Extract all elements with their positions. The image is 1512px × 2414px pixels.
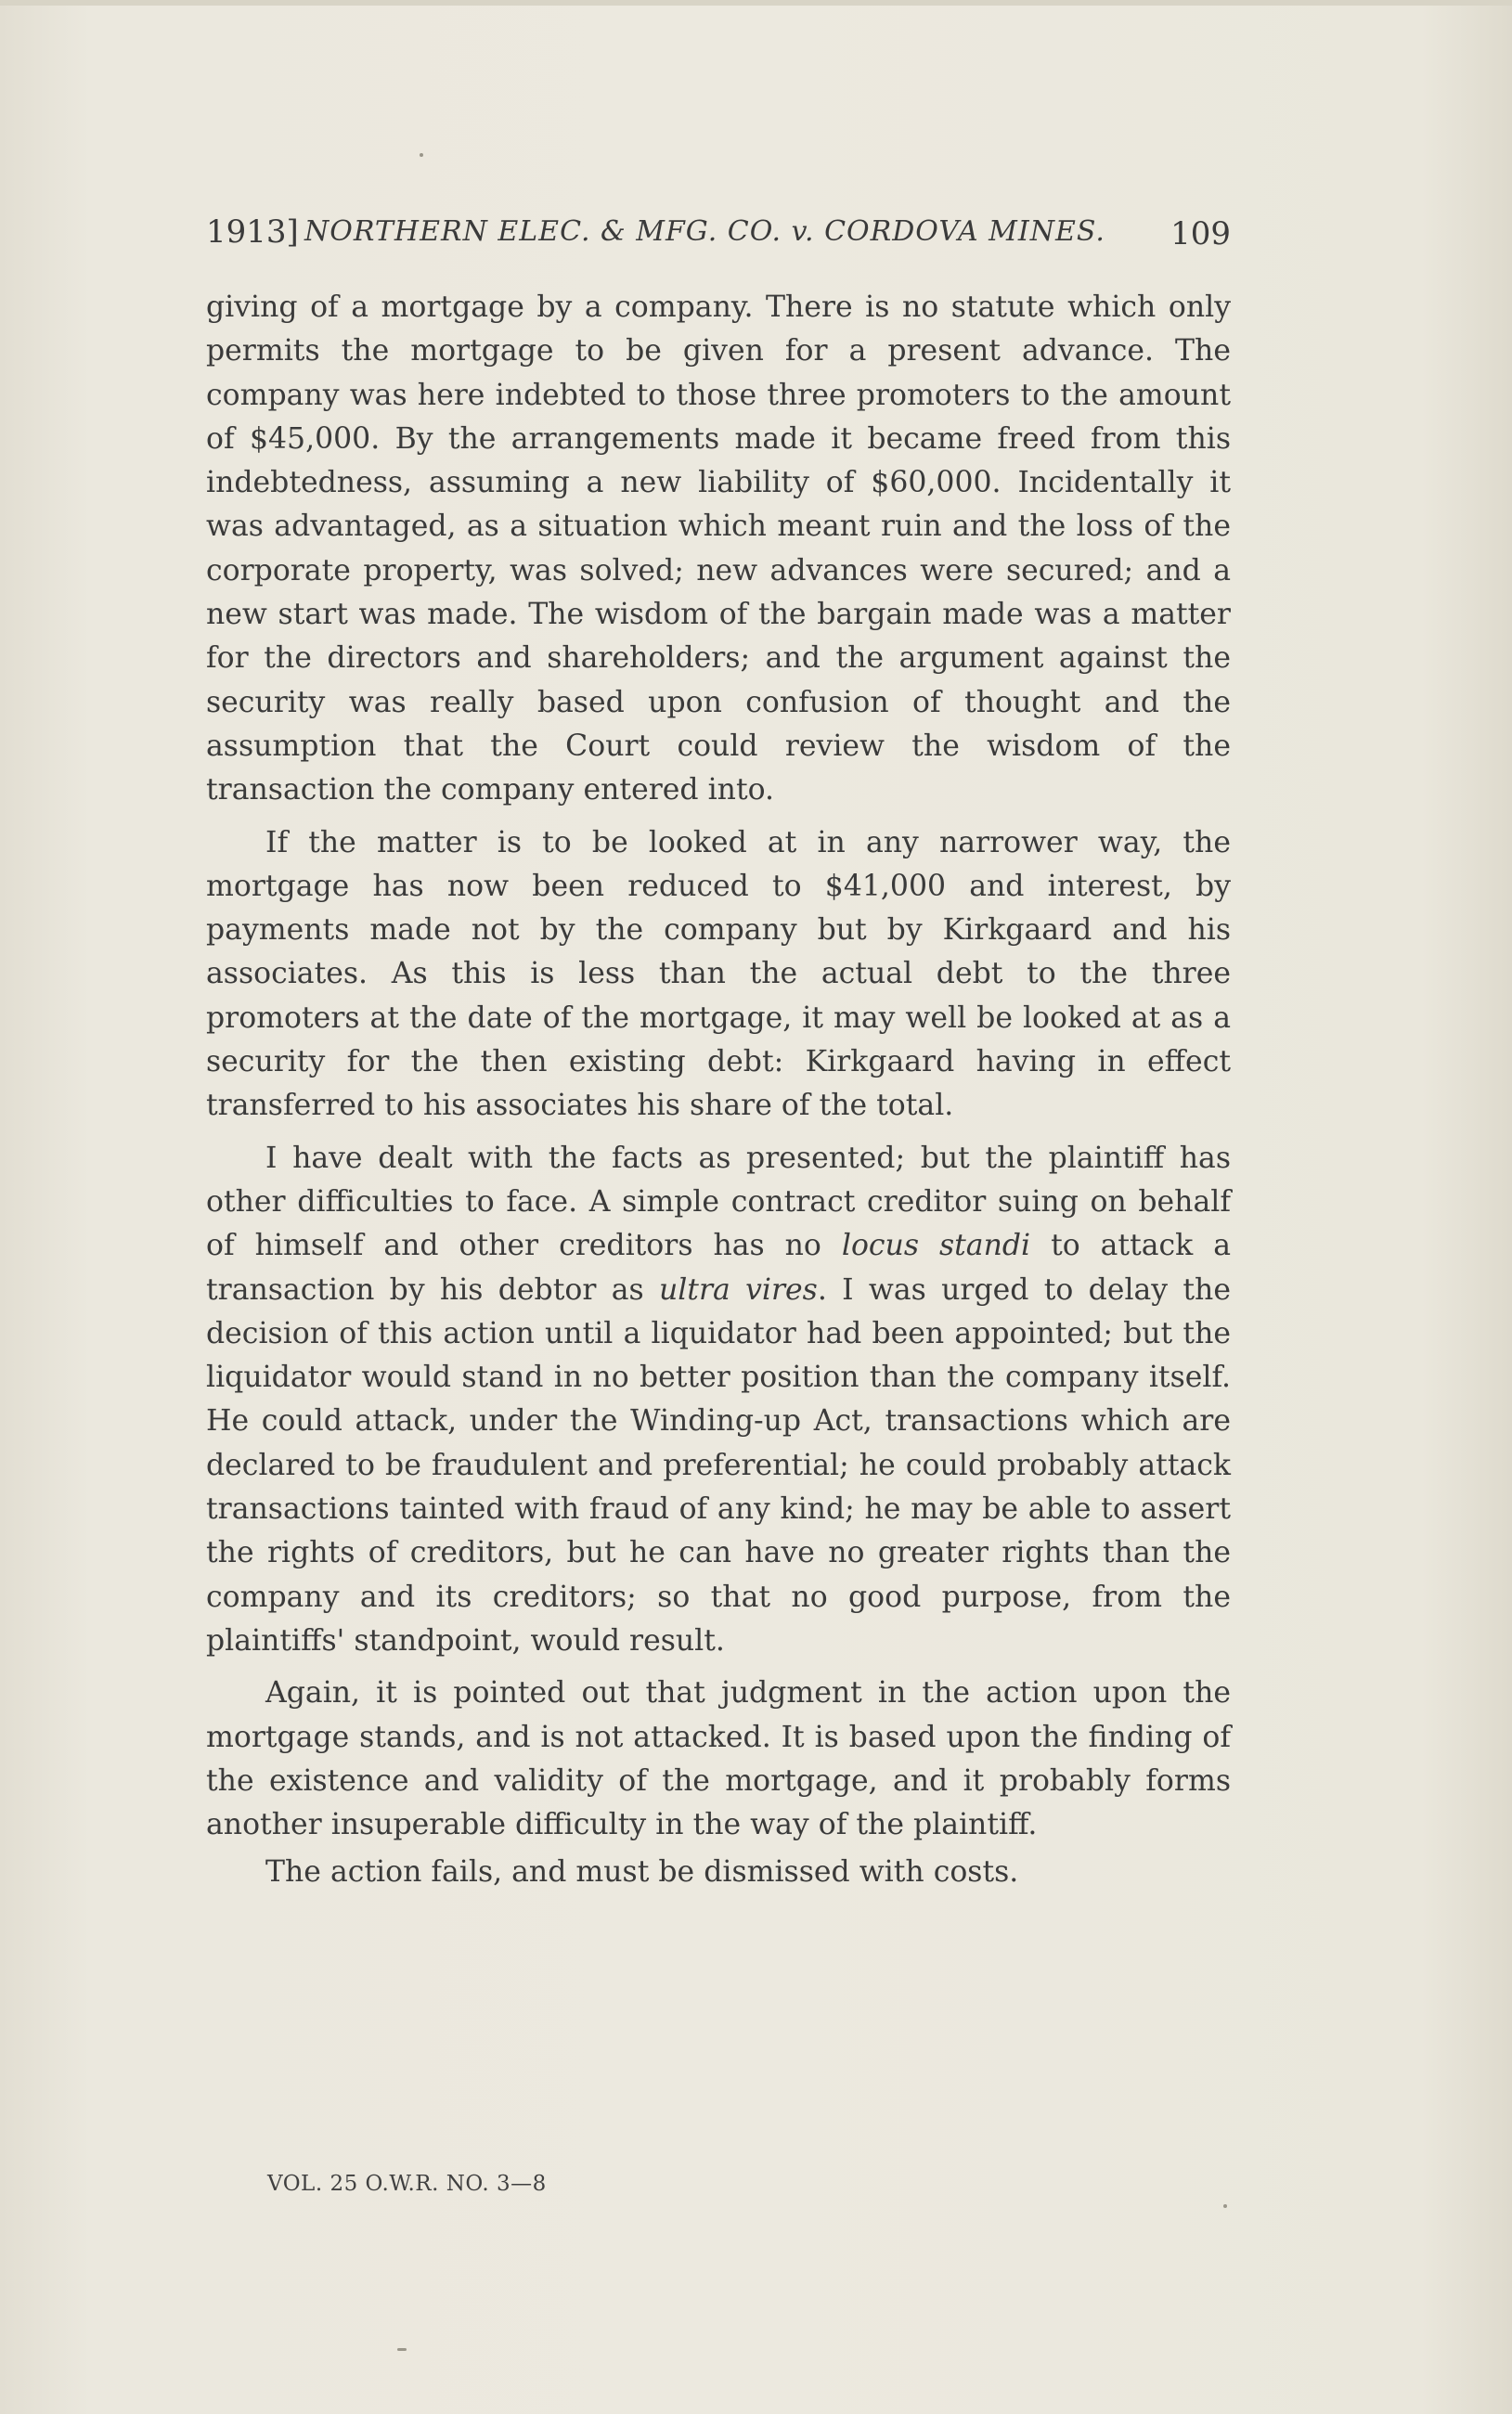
paper-speck	[1223, 2204, 1227, 2208]
paper-speck	[420, 153, 423, 157]
running-head	[206, 209, 1231, 255]
page-number: 109	[1170, 215, 1231, 252]
paragraph-3: I have dealt with the facts as presented; but the plaintiff has other difficulties to face. A simple contract creditor suing on behalf of himself and other creditors has no locus standi to attack a transaction by his debtor as ultra vires. I was urged to delay the decision of this action until a liquidator had been appointed; but the liquidator would stand in no better position than the company itself. He could attack, under the Winding-up Act, transactions which are declared to be fraudulent and preferential; he could probably attack transactions tainted with fraud of any kind; he may be able to assert the rights of creditors, but he can have no greater rights than the company and its creditors; so that no good purpose, from the plaintiffs' standpoint, would result.	[206, 1141, 1231, 1658]
paragraph-5: The action fails, and must be dismissed with costs.	[265, 1855, 1019, 1890]
running-head-title: NORTHERN ELEC. & MFG. CO. v. CORDOVA MINES.	[304, 215, 1105, 248]
paragraph-4: Again, it is pointed out that judgment in the action upon the mortgage stands, and is not attacked. It is based upon the finding of the existence and validity of the mortgage, and it probably forms another insuperable difficulty in the way of the plaintiff.	[206, 1676, 1231, 1842]
running-head-year: 1913]	[206, 213, 299, 251]
paper-speck	[397, 2348, 407, 2351]
paragraph-1: giving of a mortgage by a company. There is no statute which only permits the mortgage to be given for a present advance. The company was here indebted to those three promoters to the amount of $45,000. By the arrangements made it became freed from this indebtedness, assuming a new liability of $60,000. Incidentally it was advantaged, as a situation which meant ruin and the loss of the corporate property, was solved; new advances were secured; and a new start was made. The wisdom of the bargain made was a matter for the directors and shareholders; and the argument against the security was really based upon confusion of thought and the assumption that the Court could review the wisdom of the transaction the company entered into.	[206, 290, 1231, 807]
page-top-edge	[0, 0, 1512, 6]
signature-mark: VOL. 25 O.W.R. NO. 3—8	[267, 2172, 547, 2196]
paragraph-2: If the matter is to be looked at in any narrower way, the mortgage has now been reduced to $41,000 and interest, by payments made not by the company but by Kirkgaard and his associates. As this is less than the actual debt to the three promoters at the date of the mortgage, it may well be looked at as a security for the then existing debt: Kirkgaard having in effect transferred to his associates his share of the total.	[206, 825, 1231, 1123]
body-text	[206, 286, 1231, 1895]
